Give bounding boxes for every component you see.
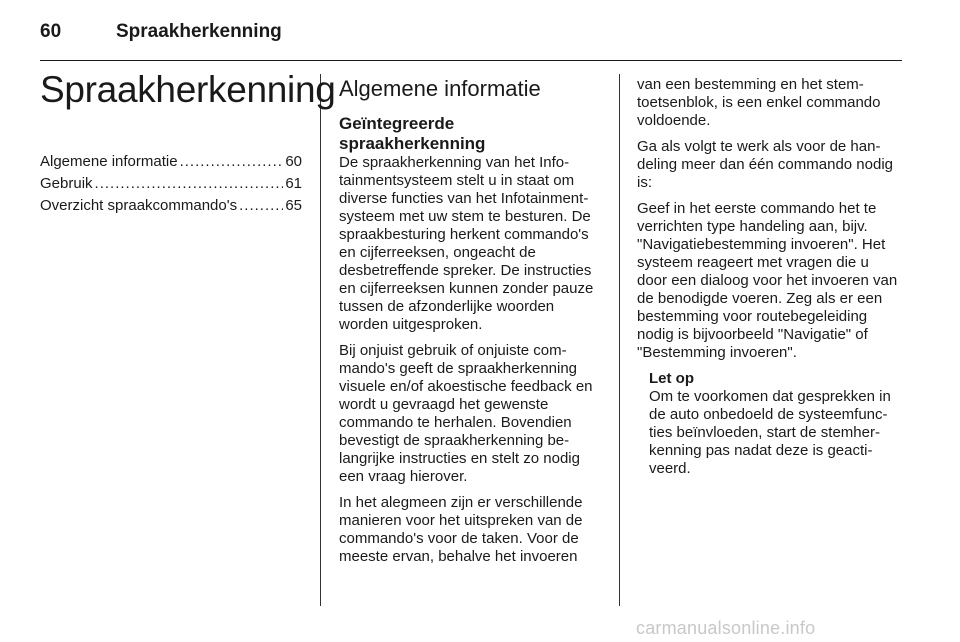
table-of-contents: [40, 151, 302, 217]
header-section-title: Spraakherkenning: [116, 21, 282, 42]
paragraph: Ga als volgt te werk als voor de handeling meer dan één commando nodig is:: [637, 138, 894, 191]
paragraph: In het alegmeen zijn er verschillende manieren voor het uitspreken van de commando's voor de taken. Voor de meeste ervan, behalve het invoeren: [339, 494, 583, 565]
column-divider-right: [619, 74, 620, 606]
toc-entry-page: 60: [285, 153, 302, 170]
toc-entry-label: Gebruik: [40, 175, 93, 192]
note-label: Let op: [649, 370, 694, 387]
paragraph: Bij onjuist gebruik of onjuiste commando's geeft de spraakherkenning visuele en/of akoestische feedback en wordt u gevraagd het gewenste commando te herhalen. Bovendien bevestigt de spraakherkenning belangrijke instructies en stelt zo nodig een vraag hierover.: [339, 342, 593, 485]
toc-entry[interactable]: [40, 195, 302, 217]
paragraph: De spraakherkenning van het Infotainmentsysteem stelt u in staat om diverse functies van het Infotainmentsysteem met uw stem te besturen. De spraakbesturing herkent commando's en cijferreeksen, ongeacht de desbetreffende spreker. De instructies en cijferreeksen kunnen zonder pauze tussen de afzonderlijke woorden worden uitgesproken.: [339, 154, 594, 333]
content-column-middle: [339, 76, 603, 574]
column-divider-left: [320, 74, 321, 606]
toc-entry-page: 61: [285, 175, 302, 192]
toc-leader-dots: [180, 151, 284, 173]
toc-leader-dots: [95, 173, 284, 195]
section-title: Algemene informatie: [339, 76, 541, 101]
subsection-title-line-1: Geïntegreerde: [339, 114, 455, 133]
content-column-right: [637, 76, 901, 478]
paragraph: van een bestemming en het stemtoetsenblok, is een enkel commando voldoende.: [637, 76, 881, 129]
subsection-title-line-2: spraakherkenning: [339, 134, 486, 153]
note-text: Om te voorkomen dat gesprekken in de auto onbedoeld de systeemfuncties beïnvloeden, start de stemherkenning pas nadat deze is geactiveerd.: [649, 388, 891, 477]
paragraph: Geef in het eerste commando het te verrichten type handeling aan, bijv. "Navigatiebestemming invoeren". Het systeem reageert met vragen die u door een dialoog voor het invoeren van de benodigde voeren. Zeg als er een bestemming voor routebegeleiding nodig is bijvoorbeeld "Navigatie" of "Bestemming invoeren".: [637, 200, 898, 361]
toc-entry[interactable]: [40, 173, 302, 195]
watermark: carmanualsonline.info: [636, 618, 816, 638]
toc-leader-dots: [239, 195, 283, 217]
toc-entry-label: Algemene informatie: [40, 153, 178, 170]
header-rule: [40, 60, 902, 61]
page-number: 60: [40, 21, 62, 42]
note-block: [649, 370, 901, 478]
toc-entry-label: Overzicht spraakcommando's: [40, 197, 238, 214]
chapter-title: Spraakherkenning: [40, 69, 336, 110]
toc-entry-page: 65: [285, 197, 302, 214]
toc-entry[interactable]: [40, 151, 302, 173]
